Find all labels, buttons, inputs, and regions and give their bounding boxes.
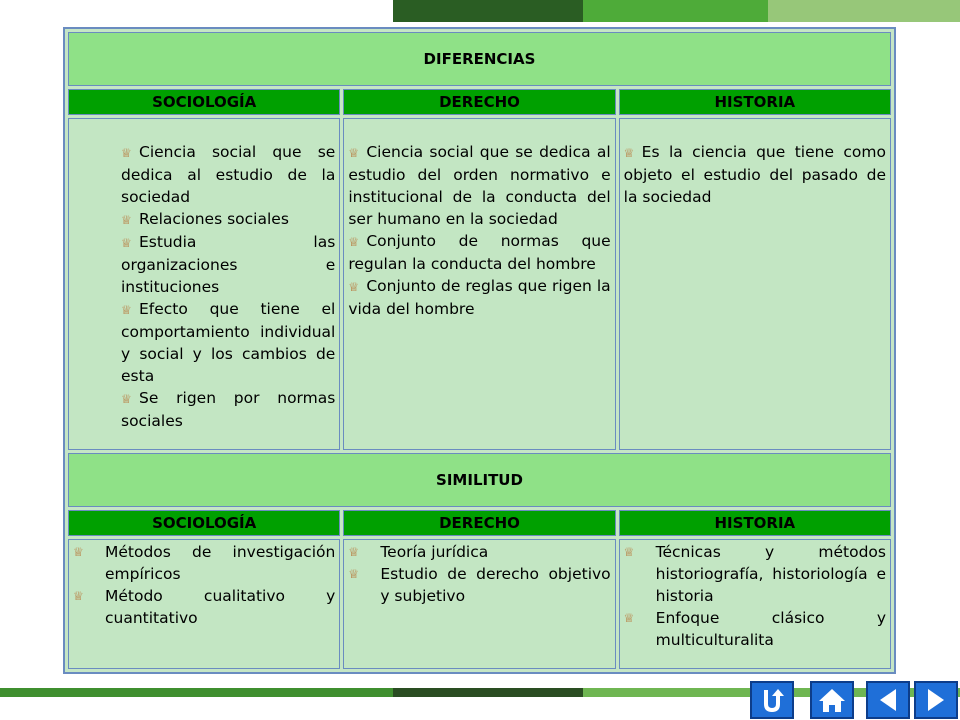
crown-bullet-icon: ♕ (348, 146, 360, 160)
return-button[interactable] (750, 681, 794, 719)
similitud-derecho-list (344, 540, 614, 607)
list-item: ♕ Conjunto de normas que regulan la conducta del hombre (348, 232, 611, 273)
list-item: ♕ Es la ciencia que tiene como objeto el estudio del pasado de la sociedad (623, 143, 886, 206)
diferencias-sociologia-cell (68, 118, 340, 450)
diferencias-derecho-cell (343, 118, 615, 450)
diferencias-sociologia-list (69, 119, 339, 432)
crown-bullet-icon: ♕ (121, 236, 132, 250)
crown-bullet-icon: ♕ (348, 280, 360, 294)
crown-bullet-icon: ♕ (348, 545, 360, 559)
list-item: ♕ Estudio de derecho objetivo y subjetivo (348, 565, 611, 605)
crown-bullet-icon: ♕ (121, 146, 132, 160)
list-item: ♕ Método cualitativo y cuantitativo (73, 587, 336, 627)
list-item: ♕ Estudia las organizaciones e instituciones (121, 233, 336, 296)
list-item: ♕ Métodos de investigación empíricos (73, 543, 336, 583)
header-sociologia: SOCIOLOGÍA (68, 89, 340, 115)
list-item: ♕ Efecto que tiene el comportamiento individual y social y los cambios de esta (121, 300, 336, 385)
crown-bullet-icon: ♕ (73, 545, 84, 559)
list-item: ♕ Se rigen por normas sociales (121, 389, 336, 430)
previous-button[interactable] (866, 681, 910, 719)
diferencias-historia-cell (619, 118, 891, 450)
header-derecho: DERECHO (343, 89, 615, 115)
home-button[interactable] (810, 681, 854, 719)
similitud-sociologia-cell (68, 539, 340, 669)
crown-bullet-icon: ♕ (121, 392, 132, 406)
return-icon (757, 686, 787, 714)
diferencias-title: DIFERENCIAS (68, 32, 891, 86)
crown-bullet-icon: ♕ (348, 567, 360, 581)
list-item: ♕ Ciencia social que se dedica al estudio del orden normativo e institucional de la conducta del ser humano en la sociedad (348, 143, 611, 228)
previous-icon (875, 686, 901, 714)
list-item: ♕ Teoría jurídica (348, 543, 489, 561)
list-item: ♕ Técnicas y métodos historiografía, historiología e historia (623, 543, 886, 605)
header-historia: HISTORIA (619, 89, 891, 115)
crown-bullet-icon: ♕ (623, 146, 635, 160)
crown-bullet-icon: ♕ (348, 235, 360, 249)
crown-bullet-icon: ♕ (623, 611, 635, 625)
list-item: ♕ Ciencia social que se dedica al estudio de la sociedad (121, 143, 336, 206)
list-item: ♕ Conjunto de reglas que rigen la vida del hombre (348, 277, 611, 318)
similitud-derecho-cell (343, 539, 615, 669)
similitud-historia-cell (619, 539, 891, 669)
similitud-title: SIMILITUD (68, 453, 891, 507)
top-decor-bar-dark (393, 0, 583, 22)
diferencias-historia-list (620, 119, 890, 208)
similitud-historia-list (620, 540, 890, 651)
next-icon (923, 686, 949, 714)
header-sociologia: SOCIOLOGÍA (68, 510, 340, 536)
header-historia: HISTORIA (619, 510, 891, 536)
bottom-decor-segment (0, 688, 393, 697)
crown-bullet-icon: ♕ (73, 589, 84, 603)
list-item: ♕ Relaciones sociales (121, 208, 335, 231)
similitud-sociologia-list (69, 540, 339, 629)
bottom-decor-segment (393, 688, 583, 697)
list-item: ♕ Enfoque clásico y multiculturalita (623, 609, 886, 649)
header-derecho: DERECHO (343, 510, 615, 536)
top-decor-bar-light (768, 0, 960, 22)
crown-bullet-icon: ♕ (121, 303, 132, 317)
next-button[interactable] (914, 681, 958, 719)
diferencias-derecho-list (344, 119, 614, 320)
crown-bullet-icon: ♕ (623, 545, 635, 559)
top-decor-bar-mid (583, 0, 768, 22)
crown-bullet-icon: ♕ (121, 213, 132, 227)
home-icon (816, 686, 848, 714)
comparison-table (63, 27, 896, 674)
